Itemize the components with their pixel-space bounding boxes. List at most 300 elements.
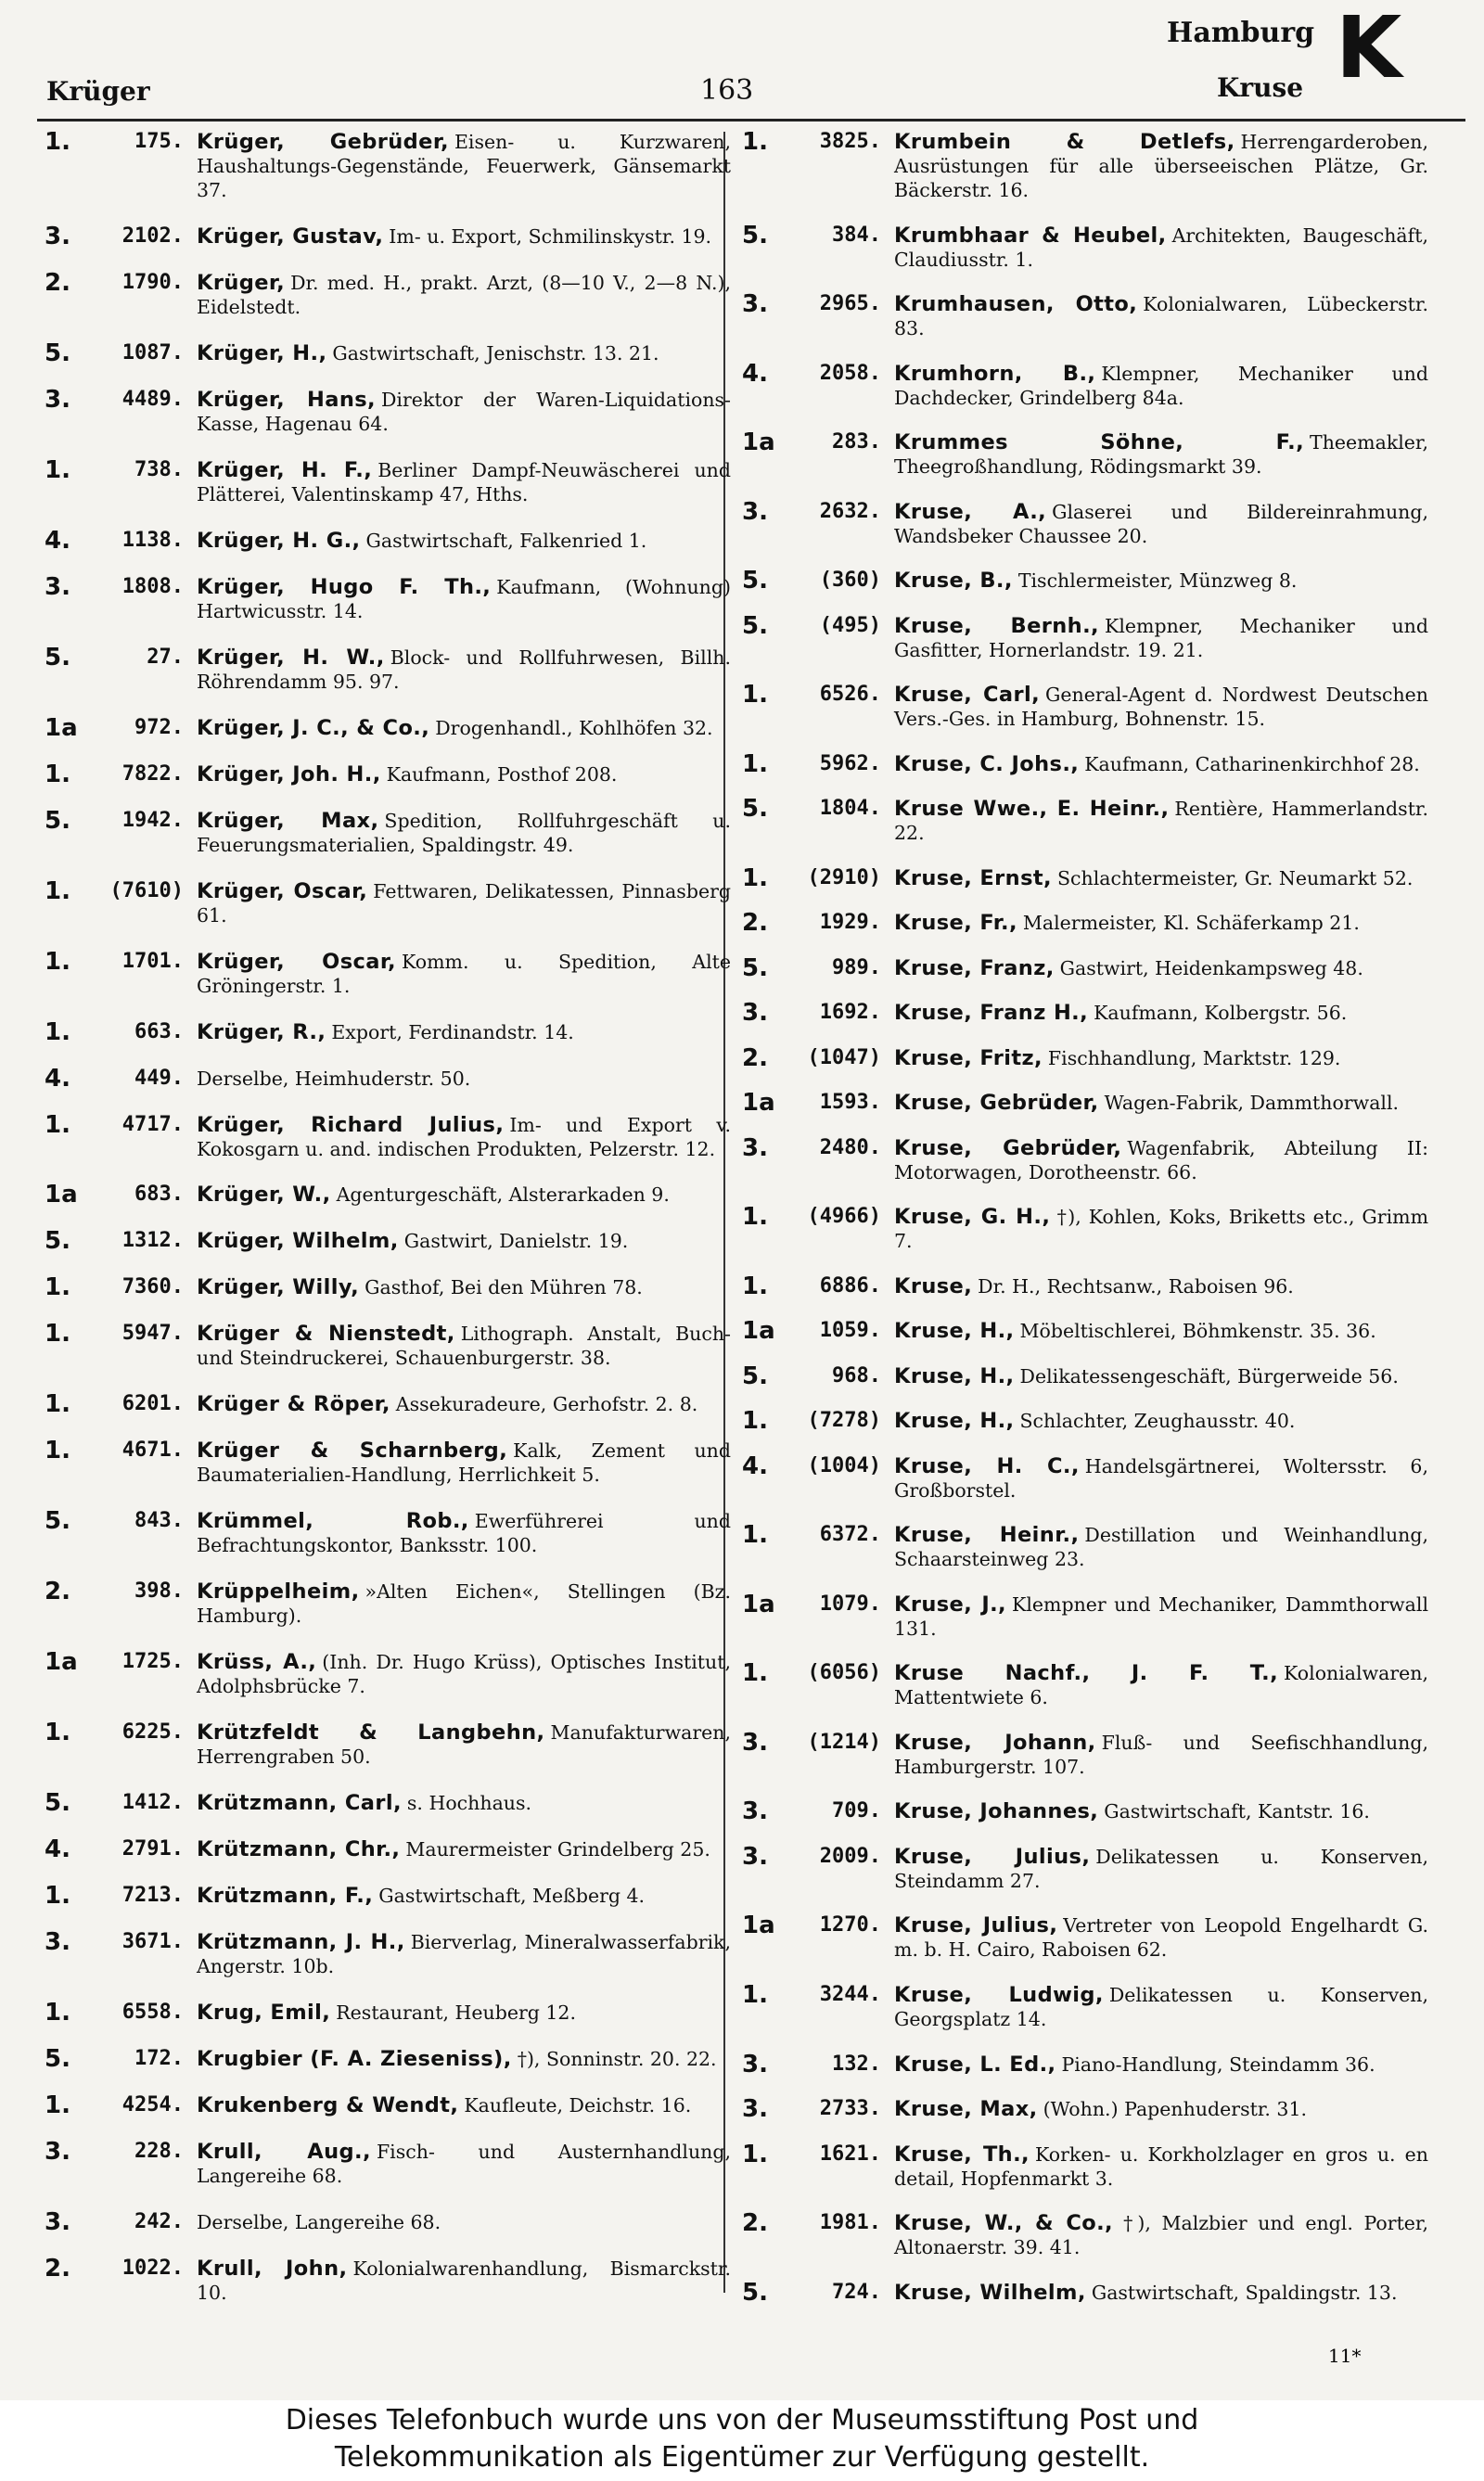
exchange-code: 1a bbox=[45, 1648, 78, 1677]
phone-number: 5947. bbox=[122, 1322, 184, 1346]
entry-details: Vertreter von Leopold Engelhardt G. m. b. H. Cairo, Raboisen 62. bbox=[894, 1914, 1428, 1962]
entry-details: Lithograph. Anstalt, Buch- und Steindruckerei, Schauenburgerstr. 38. bbox=[197, 1323, 731, 1370]
entry-body bbox=[197, 809, 731, 857]
directory-entry bbox=[45, 806, 731, 857]
phone-number: 4489. bbox=[122, 387, 184, 411]
entry-details: Schlachtermeister, Gr. Neumarkt 52. bbox=[1056, 866, 1414, 889]
exchange-code: 1. bbox=[45, 1999, 70, 2027]
entry-body bbox=[894, 130, 1428, 202]
subscriber-name: Krüger, H. F., bbox=[197, 457, 373, 482]
entry-details: Direktor der Waren-Liquidations-Kasse, Hagenau 64. bbox=[197, 388, 731, 435]
exchange-code: 5. bbox=[742, 611, 768, 640]
subscriber-name: Krüger, Oscar, bbox=[197, 949, 396, 974]
directory-entry bbox=[742, 1592, 1428, 1641]
entry-body bbox=[197, 388, 731, 436]
exchange-code: 1. bbox=[45, 455, 70, 484]
subscriber-name: Krüger, Hans, bbox=[197, 387, 376, 412]
entry-body bbox=[894, 292, 1428, 340]
entry-body bbox=[197, 341, 731, 365]
directory-entry bbox=[742, 2211, 1428, 2259]
phone-number: 1059. bbox=[819, 1319, 881, 1343]
subscriber-name: Krüger, Gebrüder, bbox=[197, 130, 449, 154]
exchange-code: 3. bbox=[742, 2050, 768, 2078]
entry-details: Glaserei und Bildereinrahmung, Wandsbeker Chaussee 20. bbox=[894, 500, 1428, 547]
directory-entry bbox=[742, 1523, 1428, 1571]
entry-details: Dr. H., Rechtsanw., Raboisen 96. bbox=[978, 1274, 1294, 1298]
directory-entry bbox=[742, 221, 1428, 272]
phone-number: 6201. bbox=[122, 1392, 184, 1416]
exchange-code: 3. bbox=[45, 572, 70, 601]
directory-entry bbox=[742, 1842, 1428, 1893]
entry-details: Gastwirtschaft, Falkenried 1. bbox=[365, 529, 647, 552]
entry-details: Tischlermeister, Münzweg 8. bbox=[1017, 569, 1298, 593]
entry-body bbox=[197, 1791, 731, 1815]
directory-entry bbox=[45, 1273, 731, 1302]
subscriber-name: Krüger, W., bbox=[197, 1183, 331, 1208]
entry-details: Ewerführerei und Befrachtungskontor, Banksstr. 100. bbox=[197, 1510, 731, 1557]
phone-number: 4671. bbox=[122, 1439, 184, 1463]
subscriber-name: Krützmann, Chr., bbox=[197, 1837, 401, 1862]
directory-entry bbox=[45, 1579, 731, 1628]
exchange-code: 1. bbox=[742, 863, 768, 892]
entry-body bbox=[894, 1319, 1428, 1343]
directory-entry bbox=[742, 909, 1428, 938]
exchange-code: 1a bbox=[742, 1089, 775, 1118]
entry-body bbox=[894, 569, 1428, 593]
subscriber-name: Krüss, A., bbox=[197, 1650, 317, 1675]
subscriber-name: Kruse, Johann, bbox=[894, 1730, 1096, 1755]
phone-number: 1808. bbox=[122, 574, 184, 598]
entry-body bbox=[894, 362, 1428, 410]
entry-details: Im- u. Export, Schmilinskystr. 19. bbox=[389, 224, 712, 248]
entry-details: (Wohn.) Papenhuderstr. 31. bbox=[1043, 2098, 1308, 2121]
subscriber-name: Kruse, Franz, bbox=[894, 955, 1055, 980]
exchange-code: 2. bbox=[45, 2254, 70, 2283]
directory-entry bbox=[742, 497, 1428, 548]
subscriber-name: Kruse, Heinr., bbox=[894, 1523, 1080, 1548]
exchange-code: 1. bbox=[45, 1437, 70, 1465]
entry-body bbox=[197, 1509, 731, 1557]
entry-details: Wagen-Fabrik, Dammthorwall. bbox=[1104, 1092, 1400, 1115]
subscriber-name: Kruse, Fr., bbox=[894, 911, 1017, 936]
directory-entry bbox=[742, 130, 1428, 202]
subscriber-name: Kruse, Ludwig, bbox=[894, 1982, 1104, 2007]
signature-mark: 11* bbox=[1328, 2345, 1362, 2367]
exchange-code: 5. bbox=[742, 567, 768, 595]
subscriber-name: Krüger, H. W., bbox=[197, 645, 385, 670]
phone-number: 1079. bbox=[819, 1592, 881, 1616]
exchange-code: 2. bbox=[742, 1043, 768, 1072]
exchange-code: 3. bbox=[742, 1842, 768, 1871]
directory-entry bbox=[45, 643, 731, 694]
directory-entry bbox=[742, 863, 1428, 892]
subscriber-name: Kruse, Max, bbox=[894, 2097, 1038, 2122]
directory-entry bbox=[742, 359, 1428, 410]
city-heading: Hamburg bbox=[1167, 17, 1315, 49]
exchange-code: 1. bbox=[742, 1203, 768, 1232]
entry-details: Klempner und Mechaniker, Dammthorwall 131. bbox=[894, 1592, 1428, 1640]
directory-entry bbox=[742, 797, 1428, 845]
phone-number: 7213. bbox=[122, 1884, 184, 1908]
entry-details: Gastwirt, Heidenkampsweg 48. bbox=[1059, 956, 1363, 979]
subscriber-name: Krüger, H., bbox=[197, 340, 327, 365]
exchange-code: 3. bbox=[742, 497, 768, 526]
entry-details: Delikatessengeschäft, Bürgerweide 56. bbox=[1019, 1364, 1399, 1388]
phone-number: 1312. bbox=[122, 1229, 184, 1253]
entry-details: General-Agent d. Nordwest Deutschen Vers.-Ges. in Hamburg, Bohnenstr. 15. bbox=[894, 684, 1428, 731]
section-letter: K bbox=[1336, 0, 1402, 97]
entry-details: Klempner, Mechaniker und Dachdecker, Grindelberg 84a. bbox=[894, 362, 1428, 409]
page-number: 163 bbox=[700, 74, 754, 107]
subscriber-name: Krumhausen, Otto, bbox=[894, 292, 1138, 317]
phone-number: 843. bbox=[134, 1509, 184, 1533]
exchange-code: 1. bbox=[742, 128, 768, 156]
subscriber-name: Kruse, Fritz, bbox=[894, 1045, 1043, 1070]
directory-entry bbox=[45, 876, 731, 927]
entry-details: (Inh. Dr. Hugo Krüss), Optisches Institut, Adolphsbrücke 7. bbox=[197, 1651, 731, 1698]
exchange-code: 1. bbox=[742, 1521, 768, 1550]
phone-number: 398. bbox=[134, 1579, 184, 1604]
directory-entry bbox=[45, 1835, 731, 1864]
entry-details: Bierverlag, Mineralwasserfabrik, Angerstr. 10b. bbox=[197, 1931, 731, 1978]
entry-body bbox=[197, 1720, 731, 1769]
subscriber-name: Krüger, Wilhelm, bbox=[197, 1229, 399, 1254]
entry-details: Theemakler, Theegroßhandlung, Rödingsmarkt 39. bbox=[894, 431, 1428, 479]
directory-entry bbox=[45, 1390, 731, 1419]
phone-number: 172. bbox=[134, 2047, 184, 2070]
entry-details: Berliner Dampf-Neuwäscherei und Plätterei, Valentinskamp 47, Hths. bbox=[197, 458, 731, 505]
entry-details: Fischhandlung, Marktstr. 129. bbox=[1047, 1046, 1341, 1069]
phone-number: 2009. bbox=[819, 1844, 881, 1868]
directory-entry bbox=[742, 999, 1428, 1028]
entry-body bbox=[894, 911, 1428, 935]
phone-number: 1412. bbox=[122, 1791, 184, 1815]
directory-entry bbox=[45, 1509, 731, 1557]
subscriber-name: Kruse, B., bbox=[894, 569, 1013, 594]
entry-body bbox=[197, 950, 731, 998]
phone-number: 384. bbox=[832, 223, 881, 247]
subscriber-name: Krüger, H. G., bbox=[197, 528, 361, 553]
subscriber-name: Krumbhaar & Heubel, bbox=[894, 223, 1167, 248]
entry-details: Komm. u. Spedition, Alte Gröningerstr. 1. bbox=[197, 950, 731, 997]
entry-body bbox=[894, 683, 1428, 731]
phone-number: 1790. bbox=[122, 270, 184, 294]
entry-body bbox=[197, 1884, 731, 1908]
entry-body bbox=[197, 1579, 731, 1628]
subscriber-name: Krützfeldt & Langbehn, bbox=[197, 1720, 545, 1746]
directory-entry bbox=[742, 1661, 1428, 1709]
exchange-code: 5. bbox=[45, 1227, 70, 1256]
directory-entry bbox=[45, 1650, 731, 1698]
entry-body bbox=[894, 2142, 1428, 2191]
subscriber-name: Krull, John, bbox=[197, 2256, 348, 2281]
exchange-code: 5. bbox=[45, 1789, 70, 1818]
subscriber-name: Kruse, A., bbox=[894, 499, 1047, 524]
phone-number: 175. bbox=[134, 130, 184, 153]
entry-body bbox=[197, 716, 731, 740]
entry-body bbox=[894, 1046, 1428, 1070]
phone-number: 2632. bbox=[819, 499, 881, 523]
phone-number: (1214) bbox=[807, 1730, 881, 1754]
entry-body bbox=[894, 2281, 1428, 2305]
phone-number: 6558. bbox=[122, 2001, 184, 2025]
exchange-code: 5. bbox=[45, 339, 70, 367]
phone-number: 4717. bbox=[122, 1112, 184, 1136]
exchange-code: 1. bbox=[45, 1882, 70, 1911]
entry-details: Architekten, Baugeschäft, Claudiusstr. 1. bbox=[894, 224, 1428, 271]
subscriber-name: Kruse, Julius, bbox=[894, 1844, 1091, 1869]
subscriber-name: Krüger & Röper, bbox=[197, 1392, 390, 1417]
directory-entry bbox=[45, 2137, 731, 2188]
subscriber-name: Krüger, J. C., & Co., bbox=[197, 715, 430, 740]
footer-line-2: Telekommunikation als Eigentümer zur Verfügung gestellt. bbox=[334, 2441, 1150, 2474]
phone-number: 2102. bbox=[122, 224, 184, 248]
entry-details: Wagenfabrik, Abteilung II: Motorwagen, Dorotheenstr. 66. bbox=[894, 1136, 1428, 1183]
running-head-first-name: Krüger bbox=[46, 76, 150, 107]
entry-details: Derselbe, Langereihe 68. bbox=[197, 2210, 441, 2233]
entry-body bbox=[197, 646, 731, 694]
directory-entry bbox=[45, 130, 731, 202]
entry-details: Maurermeister Grindelberg 25. bbox=[405, 1838, 710, 1861]
directory-entry bbox=[45, 1017, 731, 1046]
subscriber-name: Krüger, Gustav, bbox=[197, 224, 384, 249]
directory-entry bbox=[45, 526, 731, 555]
phone-number: 6526. bbox=[819, 683, 881, 707]
entry-details: Kaufmann, Kolbergstr. 56. bbox=[1094, 1002, 1348, 1025]
subscriber-name: Krüger, bbox=[197, 270, 286, 295]
exchange-code: 3. bbox=[742, 999, 768, 1028]
phone-number: 449. bbox=[134, 1066, 184, 1090]
subscriber-name: Krützmann, J. H., bbox=[197, 1930, 405, 1955]
entry-details: Drogenhandl., Kohlhöfen 32. bbox=[435, 716, 713, 739]
subscriber-name: Kruse, H., bbox=[894, 1363, 1015, 1388]
entry-body bbox=[894, 1454, 1428, 1503]
directory-entry bbox=[45, 1789, 731, 1818]
entry-details: Block- und Rollfuhrwesen, Billh. Röhrendamm 95. 97. bbox=[197, 646, 731, 693]
entry-details: Kaufmann, Catharinenkirchhof 28. bbox=[1084, 752, 1420, 775]
entry-body bbox=[197, 1113, 731, 1161]
directory-entry bbox=[45, 1227, 731, 1256]
phone-number: 1138. bbox=[122, 528, 184, 552]
subscriber-name: Krüger, Hugo F. Th., bbox=[197, 574, 492, 599]
subscriber-name: Kruse, H., bbox=[894, 1409, 1015, 1434]
entry-body bbox=[197, 224, 731, 249]
entry-body bbox=[894, 1731, 1428, 1779]
entry-details: Handelsgärtnerei, Woltersstr. 6, Großborstel. bbox=[894, 1454, 1428, 1502]
entry-body bbox=[197, 529, 731, 553]
entry-details: Piano-Handlung, Steindamm 36. bbox=[1061, 2053, 1375, 2076]
directory-entry bbox=[45, 224, 731, 249]
entry-body bbox=[197, 575, 731, 623]
directory-entry bbox=[45, 2093, 731, 2117]
entry-details: Delikatessen u. Konserven, Georgsplatz 14. bbox=[894, 1983, 1428, 2030]
exchange-code: 3. bbox=[45, 385, 70, 414]
entry-body bbox=[197, 2257, 731, 2305]
subscriber-name: Kruse, Julius, bbox=[894, 1913, 1058, 1938]
exchange-code: 4. bbox=[45, 526, 70, 555]
exchange-code: 1a bbox=[45, 713, 78, 742]
directory-entry bbox=[45, 2207, 731, 2236]
subscriber-name: Krüger, Richard Julius, bbox=[197, 1112, 505, 1137]
directory-entry bbox=[742, 953, 1428, 982]
exchange-code: 1a bbox=[742, 1912, 775, 1940]
exchange-code: 1a bbox=[742, 428, 775, 457]
entry-details: Kolonialwaren, Lübeckerstr. 83. bbox=[894, 293, 1428, 340]
directory-entry bbox=[742, 1728, 1429, 1779]
phone-number: 6886. bbox=[819, 1273, 881, 1298]
exchange-code: 1. bbox=[45, 1017, 70, 1046]
phone-number: 1725. bbox=[122, 1650, 184, 1674]
subscriber-name: Kruse Nachf., J. F. T., bbox=[894, 1661, 1279, 1686]
phone-number: 2965. bbox=[819, 292, 881, 316]
directory-entry bbox=[45, 341, 731, 365]
directory-entry bbox=[742, 1364, 1428, 1388]
subscriber-name: Krug, Emil, bbox=[197, 2001, 331, 2026]
exchange-code: 1. bbox=[45, 128, 70, 156]
entry-body bbox=[894, 1799, 1428, 1823]
entry-details: Kaufmann, Posthof 208. bbox=[386, 762, 618, 786]
entry-details: Kalk, Zement und Baumaterialien-Handlung, Herrlichkeit 5. bbox=[197, 1439, 731, 1487]
entry-body bbox=[197, 2093, 731, 2117]
phone-number: 972. bbox=[134, 715, 184, 739]
entry-body bbox=[894, 1592, 1428, 1641]
exchange-code: 2. bbox=[45, 268, 70, 297]
entry-details: Fluß- und Seefischhandlung, Hamburgerstr. 107. bbox=[894, 1731, 1429, 1778]
phone-number: 7360. bbox=[122, 1275, 184, 1299]
entry-details: Restaurant, Heuberg 12. bbox=[336, 2001, 576, 2025]
subscriber-name: Kruse, Bernh., bbox=[894, 613, 1099, 638]
directory-entry bbox=[742, 1913, 1428, 1962]
subscriber-name: Kruse, Carl, bbox=[894, 683, 1041, 708]
exchange-code: 5. bbox=[45, 1507, 70, 1536]
entry-body bbox=[894, 797, 1428, 845]
entry-details: Möbeltischlerei, Böhmkenstr. 35. 36. bbox=[1019, 1320, 1376, 1343]
exchange-code: 3. bbox=[742, 1797, 768, 1826]
right-column bbox=[742, 130, 1428, 2305]
directory-entry bbox=[45, 385, 731, 436]
entry-body bbox=[197, 1650, 731, 1698]
exchange-code: 5. bbox=[45, 2045, 70, 2073]
subscriber-name: Krummes Söhne, F., bbox=[894, 430, 1305, 455]
exchange-code: 1. bbox=[45, 1273, 70, 1302]
phone-number: 228. bbox=[134, 2139, 184, 2163]
exchange-code: 3. bbox=[45, 222, 70, 250]
entry-body bbox=[894, 866, 1428, 890]
directory-entry bbox=[45, 1110, 731, 1161]
entry-details: Manufakturwaren, Herrengraben 50. bbox=[197, 1721, 731, 1769]
entry-details: Spedition, Rollfuhrgeschäft u. Feuerungsmaterialien, Spaldingstr. 49. bbox=[197, 809, 731, 856]
subscriber-name: Kruse, Th., bbox=[894, 2142, 1030, 2167]
subscriber-name: Kruse, W., & Co., bbox=[894, 2211, 1114, 2236]
phone-number: 242. bbox=[134, 2209, 184, 2233]
entry-details: Eisen- u. Kurzwaren, Haushaltungs-Gegenstände, Feuerwerk, Gänsemarkt 37. bbox=[197, 131, 731, 201]
entry-body bbox=[894, 1845, 1428, 1893]
directory-entry bbox=[742, 1797, 1428, 1826]
subscriber-name: Krützmann, Carl, bbox=[197, 1791, 402, 1816]
entry-body bbox=[197, 1439, 731, 1487]
subscriber-name: Kruse, H. C., bbox=[894, 1453, 1080, 1478]
entry-body bbox=[894, 1409, 1428, 1433]
entry-details: Rentière, Hammerlandstr. 22. bbox=[894, 798, 1428, 845]
entry-details: Schlachter, Zeughausstr. 40. bbox=[1019, 1410, 1296, 1433]
phone-number: 1270. bbox=[819, 1913, 881, 1937]
phone-number: 5962. bbox=[819, 751, 881, 775]
subscriber-name: Kruse, Gebrüder, bbox=[894, 1135, 1122, 1160]
exchange-code: 2. bbox=[742, 2209, 768, 2238]
exchange-code: 5. bbox=[742, 2278, 768, 2307]
phone-number: (360) bbox=[819, 569, 881, 593]
directory-entry bbox=[45, 947, 731, 998]
phone-number: 283. bbox=[832, 430, 881, 454]
exchange-code: 2. bbox=[742, 909, 768, 938]
phone-number: 1022. bbox=[122, 2256, 184, 2280]
phone-number: 1701. bbox=[122, 949, 184, 973]
phone-number: (7278) bbox=[807, 1409, 881, 1433]
subscriber-name: Krüger, Joh. H., bbox=[197, 761, 381, 787]
directory-entry bbox=[742, 430, 1428, 479]
directory-entry bbox=[45, 2001, 731, 2025]
entry-body bbox=[197, 2140, 731, 2188]
subscriber-name: Krumhorn, B., bbox=[894, 361, 1096, 386]
phone-number: 709. bbox=[832, 1799, 881, 1823]
subscriber-name: Krümmel, Rob., bbox=[197, 1509, 469, 1534]
subscriber-name: Krüppelheim, bbox=[197, 1579, 360, 1605]
exchange-code: 3. bbox=[45, 1928, 70, 1957]
entry-body bbox=[894, 1983, 1428, 2031]
entry-details: Dr. med. H., prakt. Arzt, (8—10 V., 2—8 N.), Eidelstedt. bbox=[197, 271, 731, 318]
entry-body bbox=[894, 956, 1428, 980]
subscriber-name: Krützmann, F., bbox=[197, 1884, 374, 1909]
entry-body bbox=[197, 1392, 731, 1416]
phone-number: 1593. bbox=[819, 1091, 881, 1115]
directory-entry bbox=[45, 713, 731, 742]
exchange-code: 1a bbox=[45, 1181, 78, 1209]
entry-body bbox=[197, 2210, 731, 2234]
exchange-code: 1. bbox=[742, 2140, 768, 2168]
directory-entry bbox=[742, 1407, 1428, 1436]
subscriber-name: Kruse, Johannes, bbox=[894, 1799, 1099, 1824]
exchange-code: 2. bbox=[45, 1578, 70, 1606]
phone-number: 4254. bbox=[122, 2092, 184, 2117]
subscriber-name: Kruse, C. Johs., bbox=[894, 751, 1080, 776]
entry-details: »Alten Eichen«, Stellingen (Bz. Hamburg). bbox=[197, 1580, 731, 1628]
entry-details: Herrengarderoben, Ausrüstungen für alle überseeischen Plätze, Gr. Bäckerstr. 16. bbox=[894, 131, 1428, 201]
entry-body bbox=[894, 1523, 1428, 1571]
subscriber-name: Krumbein & Detlefs, bbox=[894, 130, 1235, 154]
phone-number: 1929. bbox=[819, 911, 881, 935]
phone-number: 2058. bbox=[819, 361, 881, 385]
entry-body bbox=[197, 130, 731, 202]
entry-body bbox=[197, 1837, 731, 1861]
directory-entry bbox=[742, 683, 1428, 731]
subscriber-name: Krüger, R., bbox=[197, 1019, 326, 1044]
entry-body bbox=[894, 2211, 1428, 2259]
entry-details: Korken- u. Korkholzlager en gros u. en detail, Hopfenmarkt 3. bbox=[894, 2142, 1428, 2190]
entry-body bbox=[894, 224, 1428, 272]
entry-details: Delikatessen u. Konserven, Steindamm 27. bbox=[894, 1845, 1428, 1892]
entry-details: Kaufmann, (Wohnung) Hartwicusstr. 14. bbox=[197, 575, 731, 622]
exchange-code: 1. bbox=[45, 2091, 70, 2119]
entry-details: s. Hochhaus. bbox=[406, 1792, 532, 1815]
directory-entry bbox=[742, 1043, 1428, 1072]
exchange-code: 5. bbox=[742, 1362, 768, 1390]
directory-entry bbox=[45, 1322, 731, 1370]
entry-body bbox=[894, 1661, 1428, 1709]
directory-entry bbox=[742, 2142, 1428, 2191]
exchange-code: 3. bbox=[45, 2137, 70, 2166]
directory-entry bbox=[742, 292, 1428, 340]
phone-number: (7610) bbox=[109, 878, 184, 902]
